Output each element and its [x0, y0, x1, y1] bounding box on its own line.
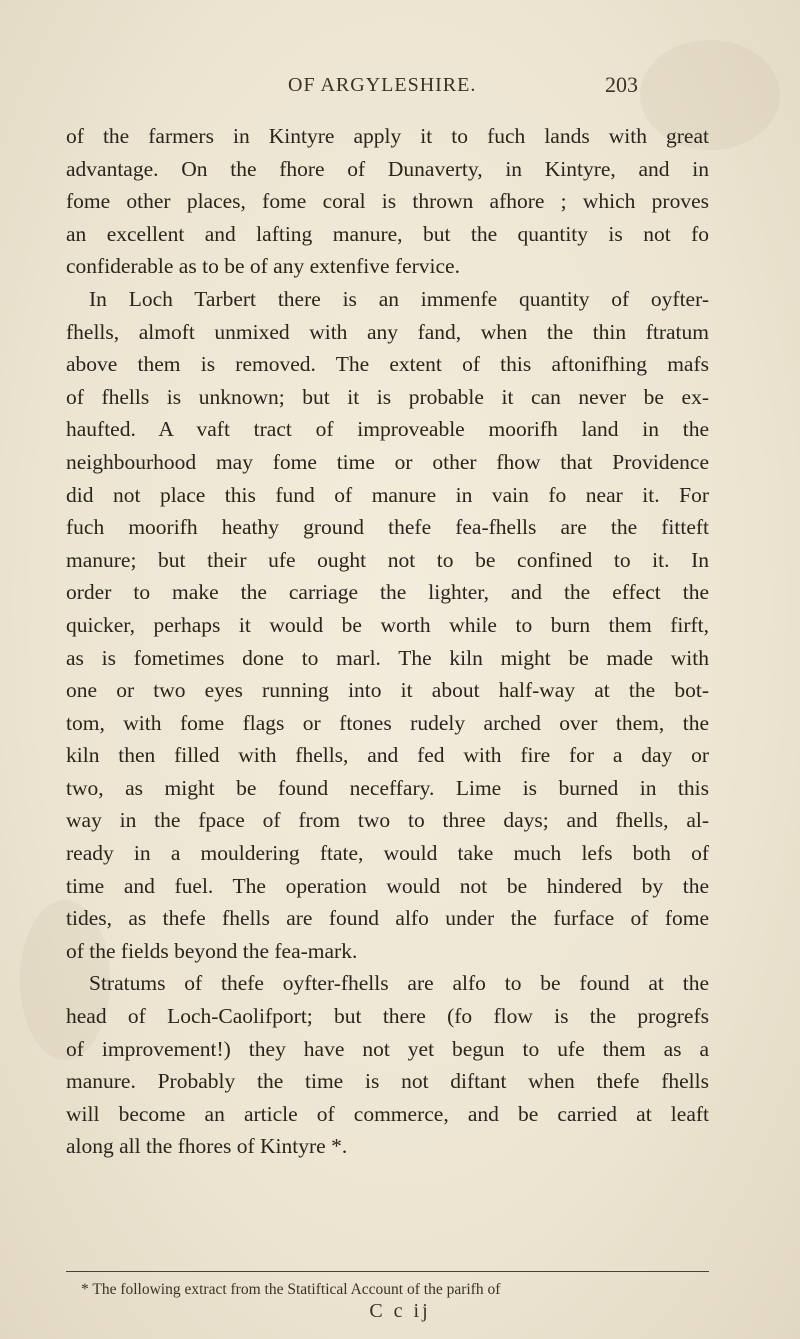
text-line: of the fields beyond the fea-mark.: [66, 938, 358, 963]
text-line: as is fometimes done to marl. The kiln might be made with: [66, 645, 709, 670]
text-line: haufted. A vaft tract of improveable moorifh land in the: [66, 417, 709, 442]
text-line: In Loch Tarbert there is an immenfe quantity of oyfter-: [89, 286, 709, 311]
text-line: manure; but their ufe ought not to be confined to it. In: [66, 547, 709, 572]
text-line: an excellent and lafting manure, but the quantity is not fo: [66, 221, 709, 246]
text-line: one or two eyes running into it about half-way at the bot-: [66, 678, 709, 703]
text-line: fuch moorifh heathy ground thefe fea-fhells are the fitteft: [66, 515, 709, 540]
text-line: neighbourhood may fome time or other fhow that Providence: [66, 449, 709, 474]
text-line: way in the fpace of from two to three days; and fhells, al-: [66, 808, 709, 833]
text-line: head of Loch-Caolifport; but there (fo flow is the progrefs: [66, 1004, 709, 1029]
text-line: advantage. On the fhore of Dunaverty, in Kintyre, and in: [66, 156, 709, 181]
text-line: did not place this fund of manure in vain fo near it. For: [66, 482, 709, 507]
page-header: [288, 74, 638, 104]
text-line: two, as might be found neceffary. Lime is burned in this: [66, 775, 709, 800]
signature-mark: C c ij: [369, 1300, 431, 1322]
text-line: manure. Probably the time is not diftant when thefe fhells: [66, 1069, 709, 1094]
text-line: confiderable as to be of any extenfive fervice.: [66, 254, 460, 279]
text-line: fhells, almoft unmixed with any fand, when the thin ftratum: [66, 319, 709, 344]
text-line: order to make the carriage the lighter, and the effect the: [66, 580, 709, 605]
body-text: [66, 120, 709, 1163]
text-line: of improvement!) they have not yet begun to ufe them as a: [66, 1036, 709, 1061]
text-line: tides, as thefe fhells are found alfo under the furface of fome: [66, 906, 709, 931]
footnote-divider: [66, 1271, 709, 1272]
text-line: of the farmers in Kintyre apply it to fuch lands with great: [66, 124, 709, 148]
text-line: time and fuel. The operation would not be hindered by the: [66, 873, 709, 898]
text-line: fome other places, fome coral is thrown afhore ; which proves: [66, 189, 709, 214]
footnote: * The following extract from the Statiftical Account of the parifh of: [81, 1281, 501, 1298]
text-line: quicker, perhaps it would be worth while to burn them firft,: [66, 612, 709, 637]
text-line: Stratums of thefe oyfter-fhells are alfo to be found at the: [89, 971, 709, 996]
text-line: will become an article of commerce, and be carried at leaft: [66, 1101, 709, 1126]
page-number: 203: [605, 72, 638, 97]
text-line: above them is removed. The extent of this aftonifhing mafs: [66, 352, 709, 377]
text-line: of fhells is unknown; but it is probable it can never be ex-: [66, 384, 709, 409]
text-line: along all the fhores of Kintyre *.: [66, 1134, 348, 1159]
running-title: OF ARGYLESHIRE.: [288, 74, 477, 96]
text-line: tom, with fome flags or ftones rudely arched over them, the: [66, 710, 709, 735]
text-line: ready in a mouldering ftate, would take much lefs both of: [66, 841, 709, 866]
text-line: kiln then filled with fhells, and fed with fire for a day or: [66, 743, 709, 768]
